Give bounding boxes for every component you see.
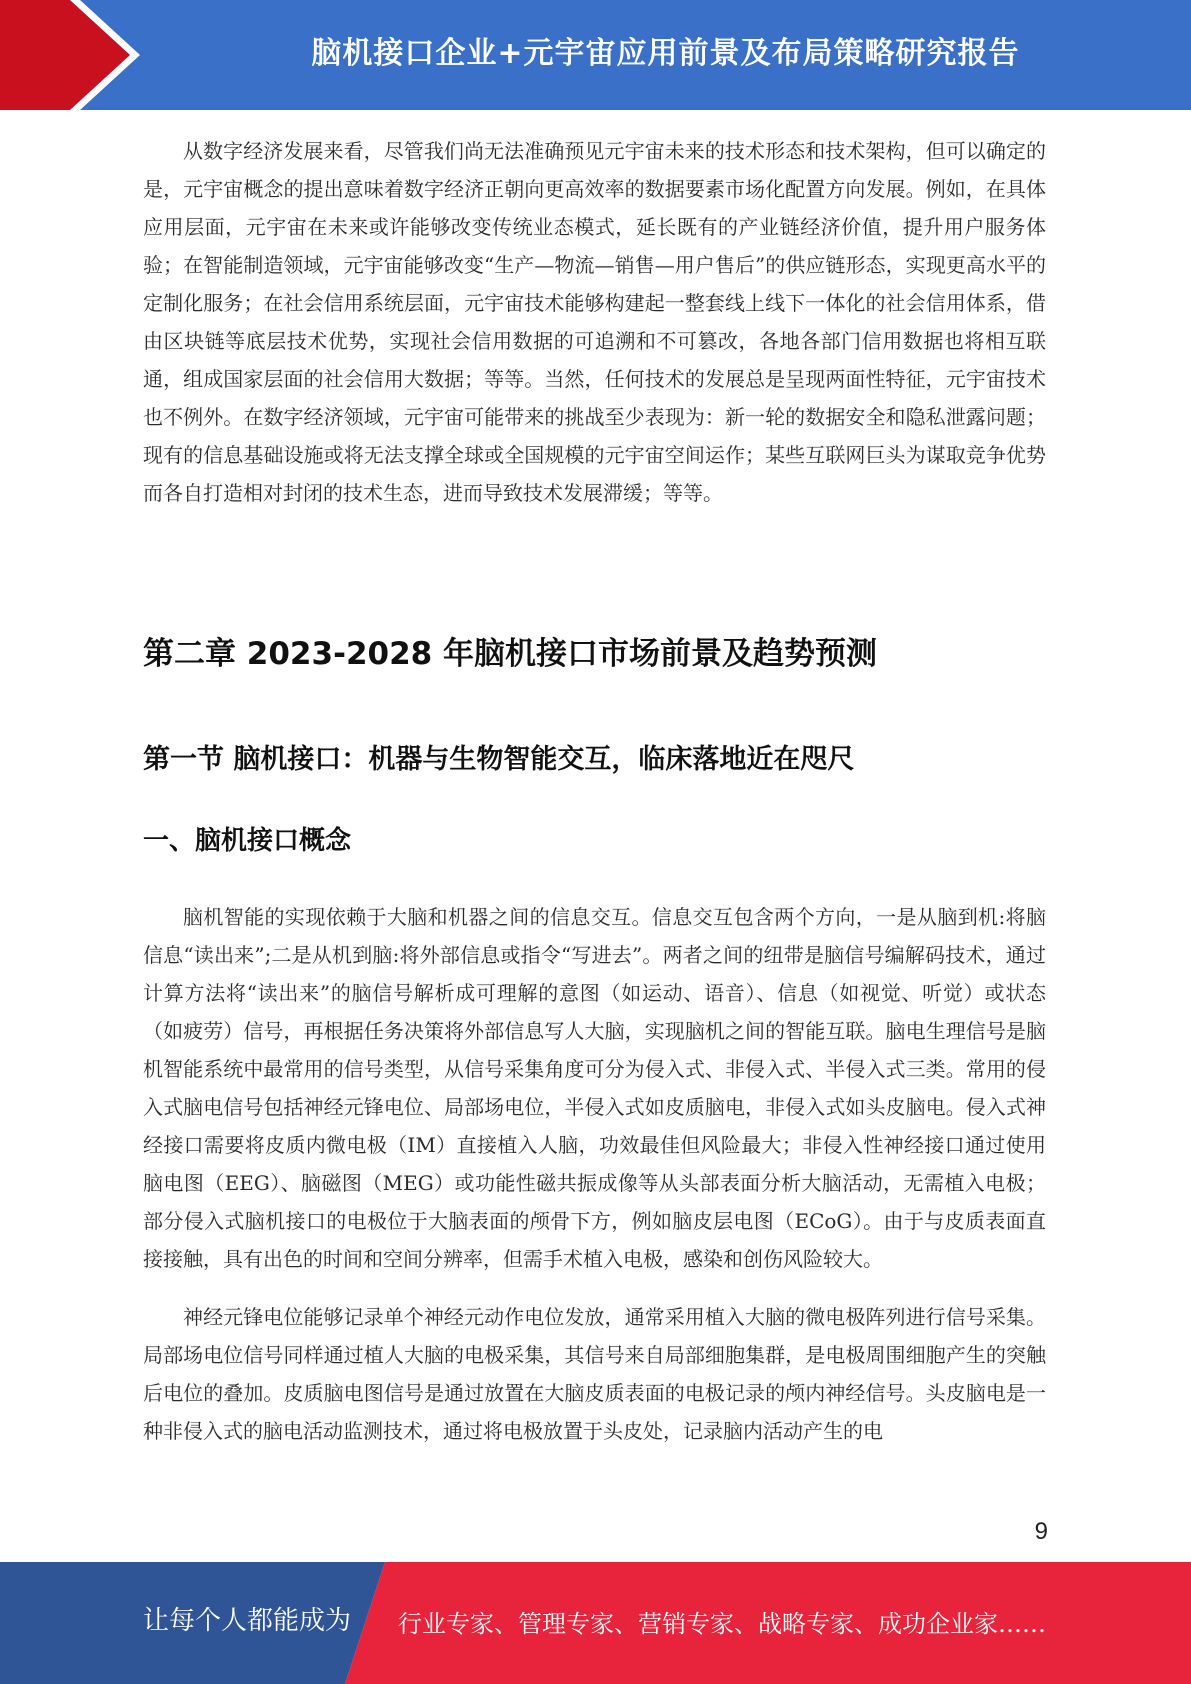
section-title: 第一节 脑机接口：机器与生物智能交互，临床落地近在咫尺: [143, 744, 855, 775]
footer-slogan-left: 让每个人都能成为: [143, 1606, 352, 1636]
paragraph: 从数字经济发展来看，尽管我们尚无法准确预见元宇宙未来的技术形态和技术架构，但可以确定的是，元宇宙概念的提出意味着数字经济正朝向更高效率的数据要素市场化配置方向发展。例如，在具体应用层面，元宇宙在未来或许能够改变传统业态模式，延长既有的产业链经济价值，提升用户服务体验；在智能制造领域，元宇宙能够改变“生产—物流—销售—用户售后”的供应链形态，实现更高水平的定制化服务；在社会信用系统层面，元宇宙技术能够构建起一整套线上线下一体化的社会信用体系，借由区块链等底层技术优势，实现社会信用数据的可追溯和不可篡改，各地各部门信用数据也将相互联通，组成国家层面的社会信用大数据；等等。当然，任何技术的发展总是呈现两面性特征，元宇宙技术也不例外。在数字经济领域，元宇宙可能带来的挑战至少表现为：新一轮的数据安全和隐私泄露问题；现有的信息基础设施或将无法支撑全球或全国规模的元宇宙空间运作；某些互联网巨头为谋取竞争优势而各自打造相对封闭的技术生态，进而导致技术发展滞缓；等等。: [143, 139, 1046, 505]
footer-slogan-right: 行业专家、管理专家、营销专家、战略专家、成功企业家……: [398, 1610, 1046, 1638]
page-header: [0, 0, 1191, 110]
page-number: 9: [1034, 1518, 1048, 1545]
subsection-title: 一、脑机接口概念: [143, 826, 352, 856]
paragraph: 神经元锋电位能够记录单个神经元动作电位发放，通常采用植入大脑的微电极阵列进行信号采集。局部场电位信号同样通过植人大脑的电极采集，其信号来自局部细胞集群，是电极周围细胞产生的突触后电位的叠加。皮质脑电图信号是通过放置在大脑皮质表面的电极记录的颅内神经信号。头皮脑电是一种非侵入式的脑电活动监测技术，通过将电极放置于头皮处，记录脑内活动产生的电: [143, 1305, 1046, 1443]
header-arrow-decoration: [0, 0, 160, 110]
paragraph: 脑机智能的实现依赖于大脑和机器之间的信息交互。信息交互包含两个方向，一是从脑到机:将脑信息“读出来”;二是从机到脑:将外部信息或指令“写进去”。两者之间的纽带是脑信号编解码技术，通过计算方法将“读出来”的脑信号解析成可理解的意图（如运动、语音）、信息（如视觉、听觉）或状态（如疲劳）信号，再根据任务决策将外部信息写人大脑，实现脑机之间的智能互联。脑电生理信号是脑机智能系统中最常用的信号类型，从信号采集角度可分为侵入式、非侵入式、半侵入式三类。常用的侵入式脑电信号包括神经元锋电位、局部场电位，半侵入式如皮质脑电，非侵入式如头皮脑电。侵入式神经接口需要将皮质内微电极（IM）直接植入人脑，功效最佳但风险最大；非侵入性神经接口通过使用脑电图（EEG）、脑磁图（MEG）或功能性磁共振成像等从头部表面分析大脑活动，无需植入电极；部分侵入式脑机接口的电极位于大脑表面的颅骨下方，例如脑皮层电图（ECoG）。由于与皮质表面直接接触，具有出色的时间和空间分辨率，但需手术植入电极，感染和创伤风险较大。: [143, 905, 1046, 1271]
chapter-title: 第二章 2023-2028 年脑机接口市场前景及趋势预测: [143, 636, 878, 672]
intro-text: [143, 132, 1046, 512]
report-title: 脑机接口企业+元宇宙应用前景及布局策略研究报告: [311, 36, 1020, 71]
body-text: [143, 898, 1046, 1450]
